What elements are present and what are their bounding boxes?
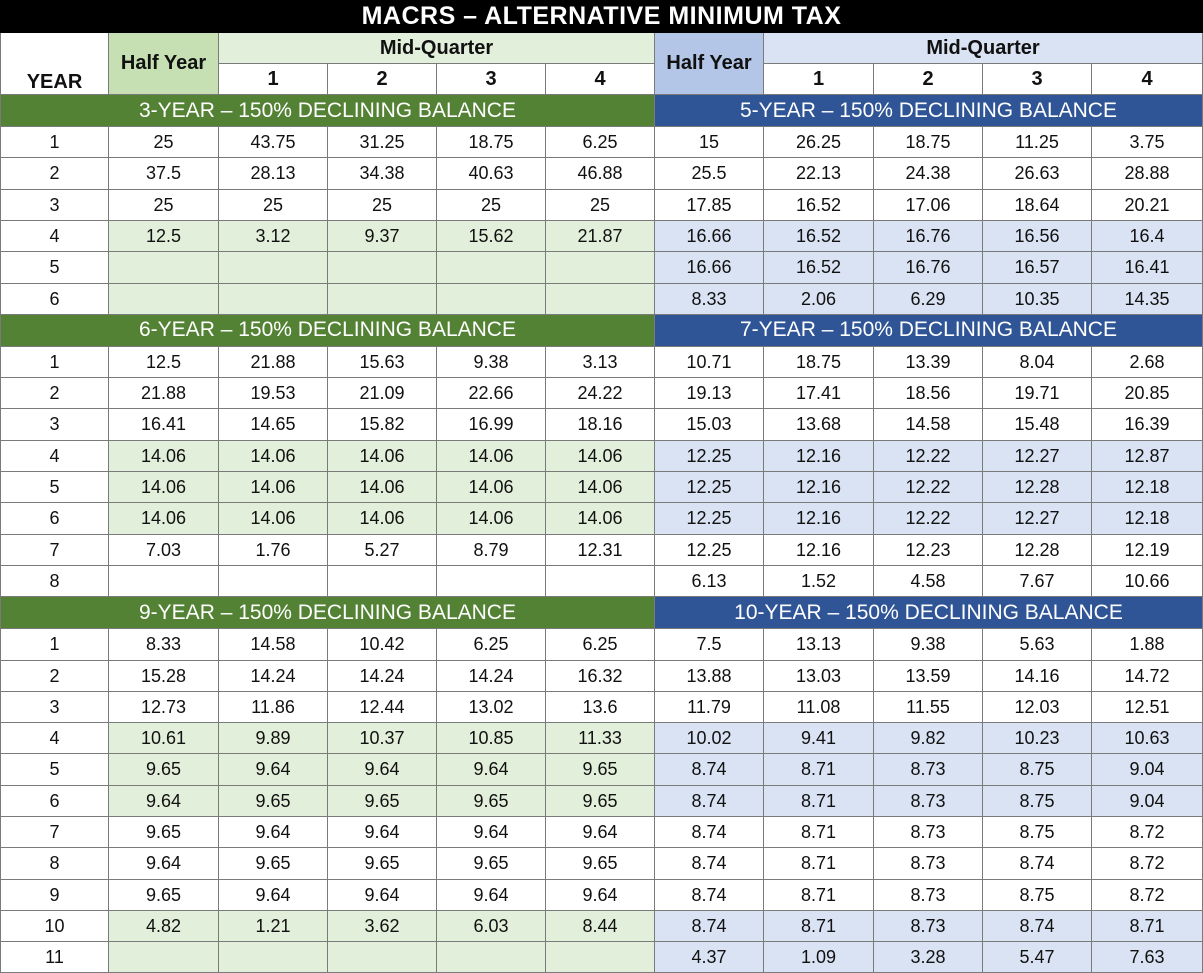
section-title-left: 3-YEAR – 150% DECLINING BALANCE bbox=[0, 95, 655, 127]
year-cell: 2 bbox=[0, 378, 109, 409]
value-cell-left: 15.62 bbox=[437, 221, 546, 252]
value-cell-left: 9.64 bbox=[328, 880, 437, 911]
value-cell-left bbox=[328, 942, 437, 973]
value-cell-right: 8.33 bbox=[655, 284, 764, 315]
value-cell-left: 14.06 bbox=[437, 441, 546, 472]
value-cell-right: 6.29 bbox=[874, 284, 983, 315]
value-cell-left: 9.64 bbox=[546, 880, 655, 911]
value-cell-left: 9.65 bbox=[437, 848, 546, 880]
value-cell-left: 21.09 bbox=[328, 378, 437, 409]
value-cell-left: 15.63 bbox=[328, 347, 437, 378]
value-cell-right: 8.72 bbox=[1092, 848, 1203, 880]
value-cell-left: 22.66 bbox=[437, 378, 546, 409]
value-cell-left: 25 bbox=[219, 190, 328, 221]
year-cell: 3 bbox=[0, 190, 109, 221]
value-cell-left: 14.06 bbox=[328, 441, 437, 472]
value-cell-left: 6.25 bbox=[437, 629, 546, 661]
value-cell-right: 18.56 bbox=[874, 378, 983, 409]
value-cell-left bbox=[328, 284, 437, 315]
quarter-header-left: 2 bbox=[328, 64, 437, 95]
value-cell-left: 14.24 bbox=[219, 661, 328, 692]
year-cell: 4 bbox=[0, 441, 109, 472]
value-cell-left: 9.38 bbox=[437, 347, 546, 378]
year-header: YEAR bbox=[0, 33, 109, 95]
value-cell-left: 9.64 bbox=[437, 817, 546, 848]
value-cell-left: 12.5 bbox=[109, 347, 219, 378]
value-cell-right: 1.88 bbox=[1092, 629, 1203, 661]
value-cell-right: 18.75 bbox=[874, 127, 983, 158]
value-cell-left: 4.82 bbox=[109, 911, 219, 942]
value-cell-left: 9.64 bbox=[546, 817, 655, 848]
value-cell-right: 8.74 bbox=[983, 911, 1092, 942]
value-cell-right: 12.27 bbox=[983, 503, 1092, 535]
value-cell-right: 26.25 bbox=[764, 127, 874, 158]
value-cell-right: 8.74 bbox=[655, 880, 764, 911]
value-cell-left: 9.65 bbox=[546, 754, 655, 786]
value-cell-right: 24.38 bbox=[874, 158, 983, 190]
value-cell-left: 12.31 bbox=[546, 535, 655, 566]
value-cell-right: 8.74 bbox=[655, 754, 764, 786]
value-cell-right: 12.16 bbox=[764, 503, 874, 535]
value-cell-left bbox=[328, 566, 437, 597]
value-cell-right: 8.71 bbox=[764, 848, 874, 880]
value-cell-right: 14.72 bbox=[1092, 661, 1203, 692]
quarter-header-left: 3 bbox=[437, 64, 546, 95]
value-cell-right: 5.63 bbox=[983, 629, 1092, 661]
value-cell-right: 8.71 bbox=[764, 786, 874, 817]
value-cell-right: 8.72 bbox=[1092, 817, 1203, 848]
quarter-header-left: 4 bbox=[546, 64, 655, 95]
value-cell-right: 12.22 bbox=[874, 503, 983, 535]
value-cell-left: 9.64 bbox=[109, 786, 219, 817]
value-cell-left: 5.27 bbox=[328, 535, 437, 566]
year-cell: 1 bbox=[0, 127, 109, 158]
value-cell-right: 12.16 bbox=[764, 441, 874, 472]
year-cell: 1 bbox=[0, 347, 109, 378]
value-cell-right: 13.68 bbox=[764, 409, 874, 441]
value-cell-right: 13.03 bbox=[764, 661, 874, 692]
value-cell-right: 12.87 bbox=[1092, 441, 1203, 472]
year-cell: 3 bbox=[0, 409, 109, 441]
value-cell-right: 10.02 bbox=[655, 723, 764, 754]
value-cell-left: 8.33 bbox=[109, 629, 219, 661]
value-cell-right: 13.13 bbox=[764, 629, 874, 661]
value-cell-left bbox=[546, 252, 655, 284]
value-cell-left bbox=[546, 566, 655, 597]
year-cell: 5 bbox=[0, 472, 109, 503]
value-cell-left: 37.5 bbox=[109, 158, 219, 190]
year-cell: 7 bbox=[0, 535, 109, 566]
year-cell: 2 bbox=[0, 158, 109, 190]
value-cell-right: 12.28 bbox=[983, 472, 1092, 503]
value-cell-right: 12.18 bbox=[1092, 472, 1203, 503]
value-cell-right: 12.28 bbox=[983, 535, 1092, 566]
value-cell-left: 14.24 bbox=[437, 661, 546, 692]
value-cell-left: 9.65 bbox=[328, 786, 437, 817]
mid-quarter-header-left: Mid-Quarter bbox=[219, 33, 655, 64]
value-cell-right: 7.5 bbox=[655, 629, 764, 661]
value-cell-left bbox=[437, 284, 546, 315]
value-cell-left: 24.22 bbox=[546, 378, 655, 409]
year-cell: 6 bbox=[0, 284, 109, 315]
value-cell-right: 5.47 bbox=[983, 942, 1092, 973]
value-cell-left: 9.65 bbox=[219, 848, 328, 880]
year-cell: 8 bbox=[0, 566, 109, 597]
value-cell-right: 14.16 bbox=[983, 661, 1092, 692]
year-cell: 1 bbox=[0, 629, 109, 661]
value-cell-left: 9.65 bbox=[328, 848, 437, 880]
value-cell-right: 4.37 bbox=[655, 942, 764, 973]
value-cell-right: 20.21 bbox=[1092, 190, 1203, 221]
value-cell-left: 12.5 bbox=[109, 221, 219, 252]
value-cell-left: 16.99 bbox=[437, 409, 546, 441]
value-cell-left: 10.85 bbox=[437, 723, 546, 754]
section-title-left: 6-YEAR – 150% DECLINING BALANCE bbox=[0, 315, 655, 347]
value-cell-right: 13.39 bbox=[874, 347, 983, 378]
value-cell-right: 10.71 bbox=[655, 347, 764, 378]
value-cell-left: 10.42 bbox=[328, 629, 437, 661]
value-cell-right: 6.13 bbox=[655, 566, 764, 597]
value-cell-right: 8.74 bbox=[655, 848, 764, 880]
value-cell-left: 21.88 bbox=[219, 347, 328, 378]
value-cell-left: 14.06 bbox=[328, 472, 437, 503]
value-cell-left: 14.06 bbox=[546, 441, 655, 472]
section-title-right: 10-YEAR – 150% DECLINING BALANCE bbox=[655, 597, 1203, 629]
value-cell-right: 12.51 bbox=[1092, 692, 1203, 723]
value-cell-right: 12.19 bbox=[1092, 535, 1203, 566]
table-title: MACRS – ALTERNATIVE MINIMUM TAX bbox=[0, 0, 1203, 33]
value-cell-right: 12.25 bbox=[655, 472, 764, 503]
value-cell-right: 18.75 bbox=[764, 347, 874, 378]
value-cell-left: 21.87 bbox=[546, 221, 655, 252]
value-cell-right: 25.5 bbox=[655, 158, 764, 190]
value-cell-left bbox=[109, 284, 219, 315]
value-cell-left: 19.53 bbox=[219, 378, 328, 409]
value-cell-right: 17.85 bbox=[655, 190, 764, 221]
value-cell-right: 10.66 bbox=[1092, 566, 1203, 597]
value-cell-left: 25 bbox=[328, 190, 437, 221]
value-cell-left: 7.03 bbox=[109, 535, 219, 566]
value-cell-right: 8.75 bbox=[983, 817, 1092, 848]
value-cell-right: 9.38 bbox=[874, 629, 983, 661]
value-cell-right: 10.23 bbox=[983, 723, 1092, 754]
value-cell-left: 9.64 bbox=[328, 754, 437, 786]
value-cell-left: 14.65 bbox=[219, 409, 328, 441]
value-cell-right: 11.25 bbox=[983, 127, 1092, 158]
value-cell-left: 9.37 bbox=[328, 221, 437, 252]
value-cell-right: 18.64 bbox=[983, 190, 1092, 221]
value-cell-right: 8.71 bbox=[764, 754, 874, 786]
value-cell-left: 9.64 bbox=[219, 880, 328, 911]
value-cell-left: 9.64 bbox=[219, 817, 328, 848]
value-cell-left: 11.86 bbox=[219, 692, 328, 723]
section-title-left: 9-YEAR – 150% DECLINING BALANCE bbox=[0, 597, 655, 629]
value-cell-right: 8.75 bbox=[983, 754, 1092, 786]
value-cell-right: 7.63 bbox=[1092, 942, 1203, 973]
value-cell-right: 8.73 bbox=[874, 754, 983, 786]
value-cell-left: 16.32 bbox=[546, 661, 655, 692]
value-cell-left: 9.65 bbox=[219, 786, 328, 817]
value-cell-right: 2.68 bbox=[1092, 347, 1203, 378]
value-cell-left: 14.06 bbox=[109, 441, 219, 472]
value-cell-left: 14.06 bbox=[219, 441, 328, 472]
value-cell-right: 1.52 bbox=[764, 566, 874, 597]
value-cell-left: 18.16 bbox=[546, 409, 655, 441]
value-cell-left: 25 bbox=[437, 190, 546, 221]
value-cell-right: 16.57 bbox=[983, 252, 1092, 284]
value-cell-left: 9.89 bbox=[219, 723, 328, 754]
value-cell-left: 9.64 bbox=[437, 880, 546, 911]
value-cell-right: 19.71 bbox=[983, 378, 1092, 409]
value-cell-left: 11.33 bbox=[546, 723, 655, 754]
year-cell: 4 bbox=[0, 221, 109, 252]
value-cell-right: 14.35 bbox=[1092, 284, 1203, 315]
year-cell: 6 bbox=[0, 503, 109, 535]
value-cell-left: 1.21 bbox=[219, 911, 328, 942]
value-cell-right: 8.75 bbox=[983, 786, 1092, 817]
value-cell-right: 12.22 bbox=[874, 441, 983, 472]
value-cell-left: 12.73 bbox=[109, 692, 219, 723]
value-cell-left bbox=[219, 566, 328, 597]
half-year-header-left: Half Year bbox=[109, 33, 219, 95]
value-cell-right: 12.23 bbox=[874, 535, 983, 566]
value-cell-left: 9.64 bbox=[328, 817, 437, 848]
value-cell-left: 8.79 bbox=[437, 535, 546, 566]
value-cell-left: 14.06 bbox=[437, 472, 546, 503]
year-cell: 3 bbox=[0, 692, 109, 723]
value-cell-left bbox=[546, 942, 655, 973]
value-cell-left bbox=[437, 252, 546, 284]
value-cell-right: 16.52 bbox=[764, 221, 874, 252]
value-cell-right: 15.48 bbox=[983, 409, 1092, 441]
value-cell-right: 22.13 bbox=[764, 158, 874, 190]
year-cell: 4 bbox=[0, 723, 109, 754]
value-cell-right: 10.35 bbox=[983, 284, 1092, 315]
value-cell-left bbox=[328, 252, 437, 284]
value-cell-right: 26.63 bbox=[983, 158, 1092, 190]
value-cell-left: 13.02 bbox=[437, 692, 546, 723]
value-cell-right: 8.71 bbox=[764, 880, 874, 911]
value-cell-right: 12.03 bbox=[983, 692, 1092, 723]
value-cell-left: 15.28 bbox=[109, 661, 219, 692]
value-cell-left: 31.25 bbox=[328, 127, 437, 158]
value-cell-left bbox=[109, 566, 219, 597]
value-cell-right: 16.66 bbox=[655, 221, 764, 252]
value-cell-left bbox=[546, 284, 655, 315]
value-cell-left bbox=[437, 566, 546, 597]
value-cell-left bbox=[219, 942, 328, 973]
value-cell-left: 14.24 bbox=[328, 661, 437, 692]
year-cell: 6 bbox=[0, 786, 109, 817]
value-cell-right: 13.88 bbox=[655, 661, 764, 692]
value-cell-right: 8.75 bbox=[983, 880, 1092, 911]
value-cell-right: 8.73 bbox=[874, 911, 983, 942]
value-cell-right: 16.4 bbox=[1092, 221, 1203, 252]
value-cell-right: 14.58 bbox=[874, 409, 983, 441]
value-cell-left: 14.06 bbox=[437, 503, 546, 535]
year-cell: 2 bbox=[0, 661, 109, 692]
value-cell-left: 25 bbox=[109, 127, 219, 158]
value-cell-left: 14.06 bbox=[219, 503, 328, 535]
value-cell-right: 8.04 bbox=[983, 347, 1092, 378]
value-cell-left bbox=[109, 942, 219, 973]
quarter-header-right: 1 bbox=[764, 64, 874, 95]
value-cell-left: 21.88 bbox=[109, 378, 219, 409]
value-cell-left: 14.06 bbox=[328, 503, 437, 535]
value-cell-left: 46.88 bbox=[546, 158, 655, 190]
value-cell-right: 8.74 bbox=[983, 848, 1092, 880]
value-cell-left: 40.63 bbox=[437, 158, 546, 190]
value-cell-right: 17.41 bbox=[764, 378, 874, 409]
value-cell-left bbox=[219, 284, 328, 315]
value-cell-right: 8.74 bbox=[655, 911, 764, 942]
value-cell-right: 3.28 bbox=[874, 942, 983, 973]
value-cell-right: 16.66 bbox=[655, 252, 764, 284]
value-cell-right: 16.56 bbox=[983, 221, 1092, 252]
value-cell-left: 6.25 bbox=[546, 629, 655, 661]
value-cell-left: 34.38 bbox=[328, 158, 437, 190]
quarter-header-left: 1 bbox=[219, 64, 328, 95]
value-cell-left: 14.06 bbox=[109, 472, 219, 503]
value-cell-left: 9.65 bbox=[546, 786, 655, 817]
value-cell-right: 12.16 bbox=[764, 472, 874, 503]
value-cell-right: 12.25 bbox=[655, 503, 764, 535]
value-cell-left: 9.65 bbox=[109, 817, 219, 848]
value-cell-right: 12.25 bbox=[655, 535, 764, 566]
value-cell-left: 9.64 bbox=[109, 848, 219, 880]
value-cell-left: 9.65 bbox=[109, 880, 219, 911]
value-cell-right: 19.13 bbox=[655, 378, 764, 409]
half-year-header-right: Half Year bbox=[655, 33, 764, 95]
value-cell-left: 6.25 bbox=[546, 127, 655, 158]
section-title-right: 5-YEAR – 150% DECLINING BALANCE bbox=[655, 95, 1203, 127]
value-cell-left: 14.06 bbox=[109, 503, 219, 535]
value-cell-right: 12.25 bbox=[655, 441, 764, 472]
value-cell-right: 12.16 bbox=[764, 535, 874, 566]
value-cell-left: 9.65 bbox=[437, 786, 546, 817]
value-cell-right: 8.73 bbox=[874, 848, 983, 880]
value-cell-right: 16.76 bbox=[874, 221, 983, 252]
value-cell-right: 9.82 bbox=[874, 723, 983, 754]
value-cell-right: 11.79 bbox=[655, 692, 764, 723]
year-cell: 5 bbox=[0, 252, 109, 284]
value-cell-left: 10.37 bbox=[328, 723, 437, 754]
year-cell: 9 bbox=[0, 880, 109, 911]
value-cell-right: 17.06 bbox=[874, 190, 983, 221]
value-cell-left: 3.62 bbox=[328, 911, 437, 942]
value-cell-right: 8.73 bbox=[874, 880, 983, 911]
value-cell-left: 28.13 bbox=[219, 158, 328, 190]
value-cell-right: 28.88 bbox=[1092, 158, 1203, 190]
value-cell-right: 8.74 bbox=[655, 786, 764, 817]
value-cell-left: 13.6 bbox=[546, 692, 655, 723]
value-cell-right: 8.71 bbox=[764, 817, 874, 848]
value-cell-right: 2.06 bbox=[764, 284, 874, 315]
value-cell-right: 15 bbox=[655, 127, 764, 158]
value-cell-left: 9.65 bbox=[546, 848, 655, 880]
value-cell-right: 16.52 bbox=[764, 252, 874, 284]
value-cell-left: 12.44 bbox=[328, 692, 437, 723]
value-cell-right: 12.27 bbox=[983, 441, 1092, 472]
value-cell-left: 14.06 bbox=[219, 472, 328, 503]
value-cell-left: 14.06 bbox=[546, 503, 655, 535]
value-cell-left: 3.13 bbox=[546, 347, 655, 378]
quarter-header-right: 2 bbox=[874, 64, 983, 95]
year-cell: 8 bbox=[0, 848, 109, 880]
value-cell-right: 8.74 bbox=[655, 817, 764, 848]
value-cell-left: 1.76 bbox=[219, 535, 328, 566]
value-cell-right: 8.73 bbox=[874, 786, 983, 817]
value-cell-right: 4.58 bbox=[874, 566, 983, 597]
value-cell-right: 10.63 bbox=[1092, 723, 1203, 754]
value-cell-left: 14.06 bbox=[546, 472, 655, 503]
value-cell-left: 9.64 bbox=[437, 754, 546, 786]
mid-quarter-header-right: Mid-Quarter bbox=[764, 33, 1203, 64]
value-cell-left: 9.64 bbox=[219, 754, 328, 786]
value-cell-right: 8.71 bbox=[764, 911, 874, 942]
value-cell-left: 15.82 bbox=[328, 409, 437, 441]
value-cell-left: 3.12 bbox=[219, 221, 328, 252]
quarter-header-right: 3 bbox=[983, 64, 1092, 95]
value-cell-left: 14.58 bbox=[219, 629, 328, 661]
value-cell-right: 9.04 bbox=[1092, 754, 1203, 786]
year-cell: 7 bbox=[0, 817, 109, 848]
value-cell-left: 10.61 bbox=[109, 723, 219, 754]
value-cell-left: 9.65 bbox=[109, 754, 219, 786]
value-cell-left: 8.44 bbox=[546, 911, 655, 942]
section-title-right: 7-YEAR – 150% DECLINING BALANCE bbox=[655, 315, 1203, 347]
value-cell-right: 8.72 bbox=[1092, 880, 1203, 911]
value-cell-right: 11.55 bbox=[874, 692, 983, 723]
value-cell-right: 9.41 bbox=[764, 723, 874, 754]
value-cell-right: 9.04 bbox=[1092, 786, 1203, 817]
value-cell-left bbox=[219, 252, 328, 284]
value-cell-right: 20.85 bbox=[1092, 378, 1203, 409]
value-cell-right: 7.67 bbox=[983, 566, 1092, 597]
value-cell-left: 25 bbox=[109, 190, 219, 221]
year-cell: 10 bbox=[0, 911, 109, 942]
value-cell-left bbox=[109, 252, 219, 284]
value-cell-right: 16.52 bbox=[764, 190, 874, 221]
value-cell-right: 13.59 bbox=[874, 661, 983, 692]
value-cell-left: 6.03 bbox=[437, 911, 546, 942]
value-cell-right: 3.75 bbox=[1092, 127, 1203, 158]
value-cell-left bbox=[437, 942, 546, 973]
value-cell-left: 18.75 bbox=[437, 127, 546, 158]
value-cell-right: 12.22 bbox=[874, 472, 983, 503]
value-cell-left: 16.41 bbox=[109, 409, 219, 441]
value-cell-right: 16.41 bbox=[1092, 252, 1203, 284]
value-cell-left: 25 bbox=[546, 190, 655, 221]
value-cell-right: 16.76 bbox=[874, 252, 983, 284]
value-cell-right: 1.09 bbox=[764, 942, 874, 973]
value-cell-right: 16.39 bbox=[1092, 409, 1203, 441]
value-cell-right: 15.03 bbox=[655, 409, 764, 441]
value-cell-right: 8.73 bbox=[874, 817, 983, 848]
value-cell-right: 11.08 bbox=[764, 692, 874, 723]
value-cell-right: 8.71 bbox=[1092, 911, 1203, 942]
quarter-header-right: 4 bbox=[1092, 64, 1203, 95]
year-cell: 11 bbox=[0, 942, 109, 973]
year-cell: 5 bbox=[0, 754, 109, 786]
value-cell-left: 43.75 bbox=[219, 127, 328, 158]
value-cell-right: 12.18 bbox=[1092, 503, 1203, 535]
